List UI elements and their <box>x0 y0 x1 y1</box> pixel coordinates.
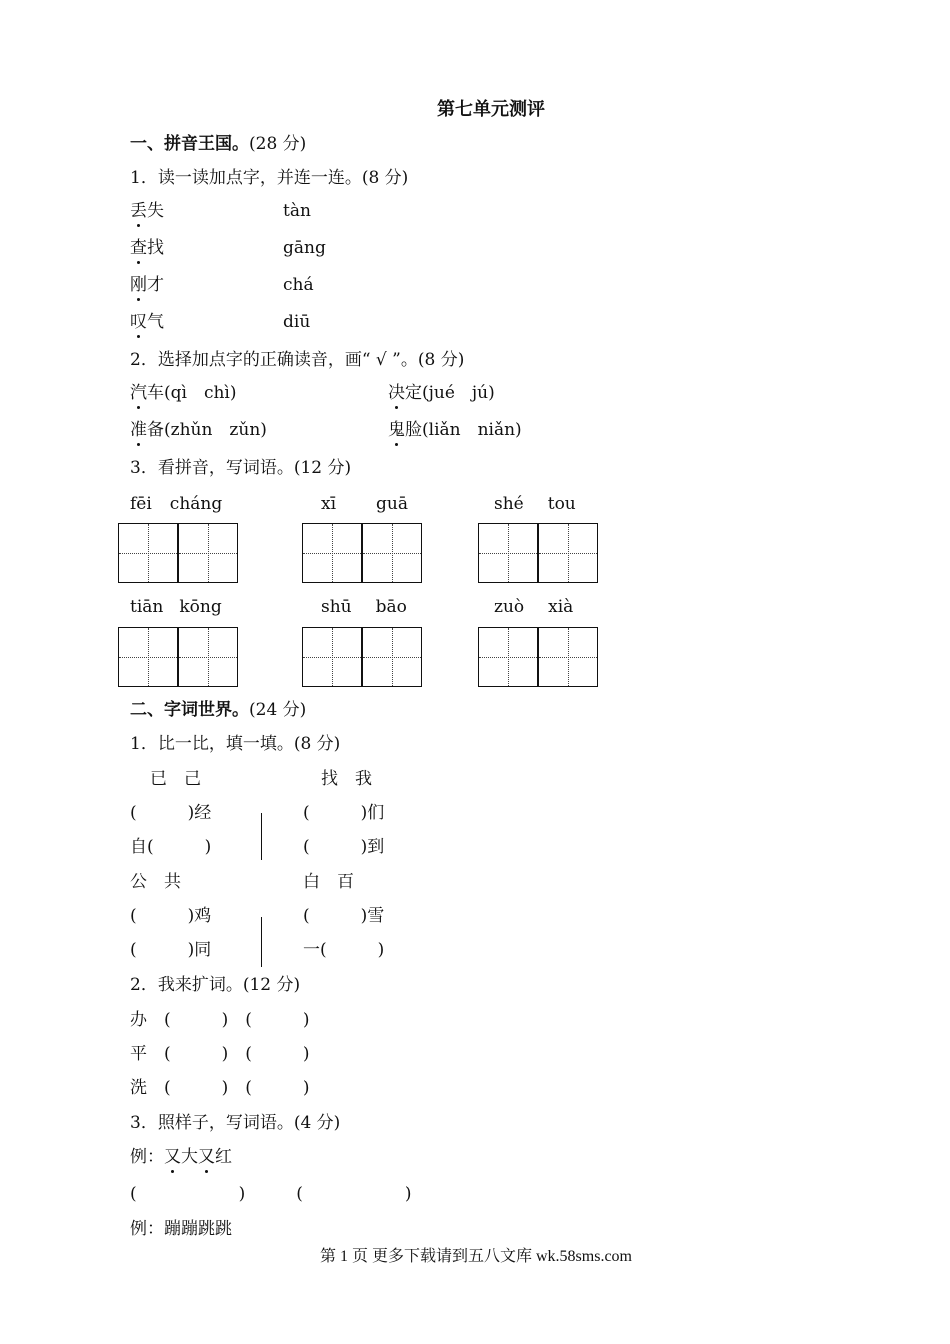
pinyin-group-2: xī guā <box>321 494 408 514</box>
expand-word-row[interactable]: 办 ( ) ( ) <box>130 1010 310 1030</box>
section-1-score: (28 分) <box>249 134 307 154</box>
reading-item-2: 决定(jué jú) <box>388 383 495 403</box>
divider-line <box>261 813 262 860</box>
reading-item-3: 准备(zhǔn zǔn) <box>130 420 267 440</box>
writing-box[interactable] <box>178 627 238 687</box>
fill-blank[interactable]: ( )雪 <box>303 906 385 926</box>
writing-box[interactable] <box>302 523 362 583</box>
pinyin-group-3: shé tou <box>494 494 576 514</box>
reading-item-1: 汽车(qì chì) <box>130 383 237 403</box>
writing-box[interactable] <box>118 627 178 687</box>
question-2-3-prompt: 3．照样子，写词语。(4 分) <box>130 1113 341 1133</box>
section-2-score: (24 分) <box>249 700 307 720</box>
fill-blank[interactable]: 一( ) <box>303 940 385 960</box>
compare-pair-3: 公 共 <box>130 872 181 892</box>
writing-box[interactable] <box>362 627 422 687</box>
example-2: 例：蹦蹦跳跳 <box>130 1219 232 1239</box>
pinyin-group-5: shū bāo <box>321 597 407 617</box>
writing-box[interactable] <box>302 627 362 687</box>
match-pinyin-2: gāng <box>283 238 326 258</box>
question-2-1-prompt: 1．比一比，填一填。(8 分) <box>130 734 341 754</box>
compare-pair-1: 已 己 <box>150 769 201 789</box>
section-2-heading: 二、字词世界。 <box>130 700 249 720</box>
compare-pair-4: 白 百 <box>303 872 354 892</box>
writing-box[interactable] <box>178 523 238 583</box>
match-pinyin-1: tàn <box>283 201 311 221</box>
question-1-1-prompt: 1．读一读加点字，并连一连。(8 分) <box>130 168 409 188</box>
expand-word-row[interactable]: 平 ( ) ( ) <box>130 1044 310 1064</box>
page-title: 第七单元测评 <box>437 99 545 120</box>
writing-box[interactable] <box>478 627 538 687</box>
writing-box[interactable] <box>118 523 178 583</box>
example-1: 例：又大又红 <box>130 1147 232 1167</box>
match-word-1: 丢失 <box>130 201 164 221</box>
fill-blank[interactable]: ( )们 <box>303 803 385 823</box>
match-pinyin-3: chá <box>283 275 314 295</box>
answer-blanks[interactable]: ( ) ( ) <box>130 1184 412 1204</box>
writing-box[interactable] <box>478 523 538 583</box>
match-word-2: 查找 <box>130 238 164 258</box>
fill-blank[interactable]: ( )经 <box>130 803 212 823</box>
pinyin-group-1: fēi cháng <box>130 494 223 514</box>
fill-blank[interactable]: ( )鸡 <box>130 906 212 926</box>
compare-pair-2: 找 我 <box>321 769 372 789</box>
writing-box[interactable] <box>538 523 598 583</box>
match-word-3: 刚才 <box>130 275 164 295</box>
section-1-header <box>130 134 306 154</box>
fill-blank[interactable]: ( )到 <box>303 837 385 857</box>
fill-blank[interactable]: ( )同 <box>130 940 212 960</box>
match-word-4: 叹气 <box>130 312 164 332</box>
pinyin-group-4: tiān kōng <box>130 597 222 617</box>
reading-item-4: 鬼脸(liǎn niǎn) <box>388 420 522 440</box>
divider-line <box>261 917 262 967</box>
question-2-2-prompt: 2．我来扩词。(12 分) <box>130 975 301 995</box>
page-footer: 第 1 页 更多下载请到五八文库 wk.58sms.com <box>320 1248 633 1265</box>
writing-box[interactable] <box>362 523 422 583</box>
question-1-2-prompt: 2．选择加点字的正确读音，画“ √ ”。(8 分) <box>130 350 465 370</box>
section-2-header <box>130 700 306 720</box>
fill-blank[interactable]: 自( ) <box>130 837 212 857</box>
expand-word-row[interactable]: 洗 ( ) ( ) <box>130 1078 310 1098</box>
match-pinyin-4: diū <box>283 312 311 332</box>
pinyin-group-6: zuò xià <box>494 597 574 617</box>
writing-box[interactable] <box>538 627 598 687</box>
question-1-3-prompt: 3．看拼音，写词语。(12 分) <box>130 458 352 478</box>
section-1-heading: 一、拼音王国。 <box>130 134 249 154</box>
